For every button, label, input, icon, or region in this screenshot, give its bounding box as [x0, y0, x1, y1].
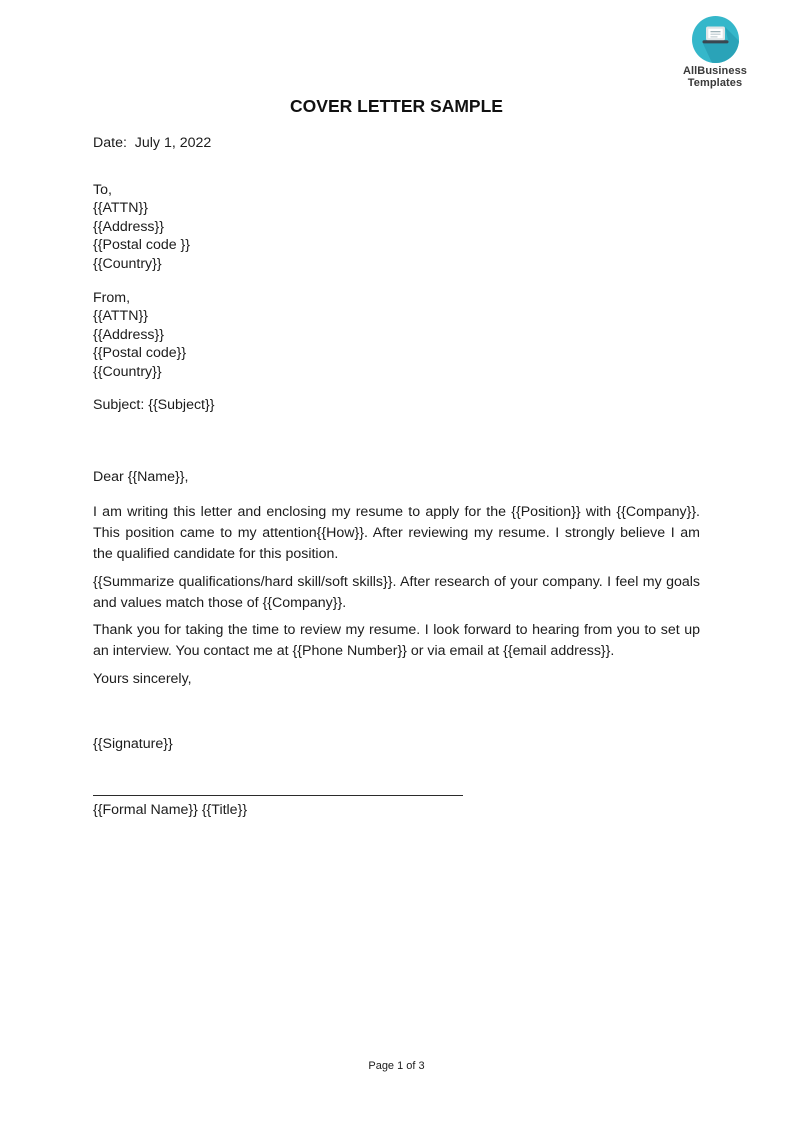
recipient-country: {{Country}} — [93, 255, 162, 272]
sender-block — [93, 289, 186, 381]
signature-rule — [93, 795, 463, 796]
brand-name-line1: AllBusiness — [682, 65, 748, 77]
date-line: Date: July 1, 2022 — [93, 135, 212, 151]
formal-name-title: {{Formal Name}} {{Title}} — [93, 802, 248, 818]
signature-placeholder: {{Signature}} — [93, 736, 173, 752]
sender-address: {{Address}} — [93, 326, 164, 343]
sender-label: From, — [93, 290, 131, 306]
sender-postal-code: {{Postal code}} — [93, 345, 187, 362]
laptop-icon — [692, 16, 739, 63]
sender-attn: {{ATTN}} — [93, 308, 148, 325]
body-paragraph: {{Summarize qualifications/hard skill/soft skills}}. After research of your company. I feel my goals and values match those of {{Company}}. — [93, 574, 700, 611]
brand-logo — [672, 16, 758, 89]
recipient-attn: {{ATTN}} — [93, 200, 148, 217]
recipient-address: {{Address}} — [93, 218, 164, 235]
greeting-line: Dear {{Name}}, — [93, 469, 189, 485]
brand-name-line2: Templates — [687, 76, 743, 89]
page-title: COVER LETTER SAMPLE — [290, 96, 503, 116]
subject-line: Subject: {{Subject}} — [93, 397, 215, 413]
body-paragraph: Thank you for taking the time to review my resume. I look forward to hearing from you to set up an interview. You contact me at {{Phone Number}} or via email at {{email address}}. — [93, 622, 700, 659]
page-number: Page 1 of 3 — [368, 1060, 425, 1072]
recipient-label: To, — [93, 182, 112, 198]
recipient-block — [93, 181, 190, 273]
recipient-postal-code: {{Postal code }} — [93, 237, 191, 254]
body-paragraph: I am writing this letter and enclosing my resume to apply for the {{Position}} with {{Company}}. This position came to my attention{{How}}. After reviewing my resume. I strongly believe I am the qualified candidate for this position. — [93, 504, 700, 562]
sender-country: {{Country}} — [93, 363, 162, 380]
closing-line: Yours sincerely, — [93, 671, 192, 687]
